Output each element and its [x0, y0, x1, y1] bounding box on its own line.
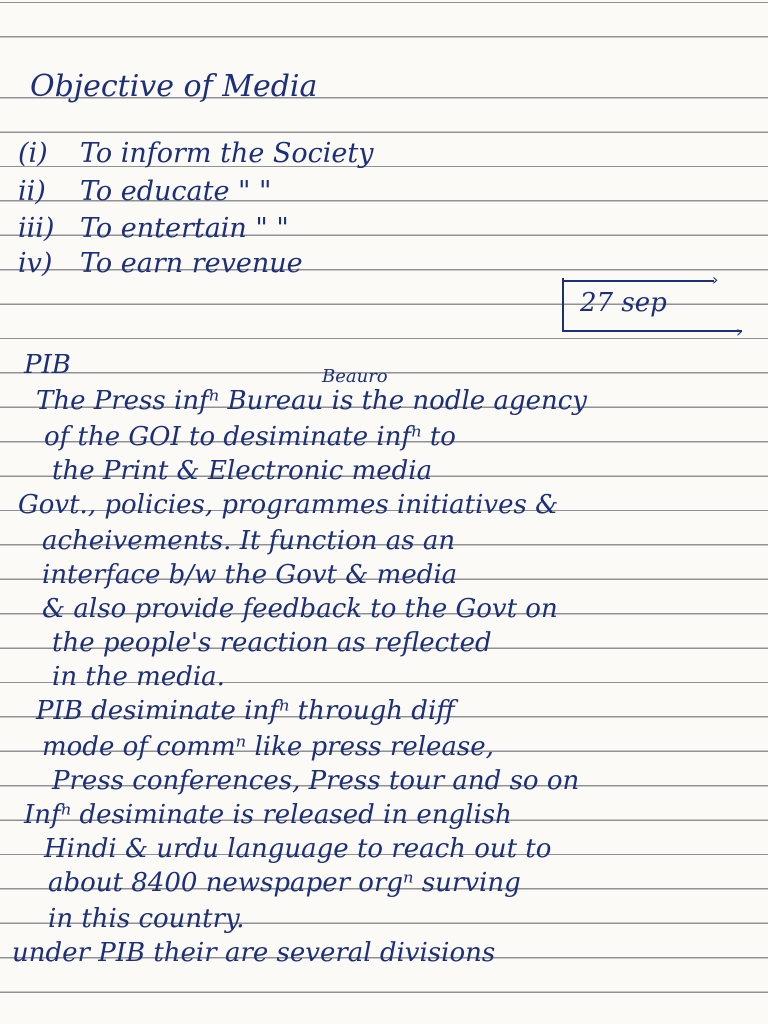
- paragraph-line: in this country.: [48, 904, 245, 934]
- paragraph-line: under PIB their are several divisions: [12, 938, 496, 968]
- paragraph-line: PIB desiminate infⁿ through diff: [36, 696, 455, 726]
- arrow-right-icon: ›: [736, 322, 743, 341]
- objective-text: To entertain " ": [80, 213, 289, 244]
- objective-item: [18, 250, 303, 277]
- paragraph-line: Govt., policies, programmes initiatives &: [18, 490, 559, 520]
- objective-number: iv): [18, 248, 53, 279]
- bureau-note: Beauro: [322, 366, 388, 387]
- date-label: 27 sep: [580, 288, 667, 318]
- objective-text: To educate " ": [80, 176, 272, 207]
- objective-number: ii): [18, 176, 46, 207]
- objective-item: [18, 178, 271, 205]
- objective-number: (i): [18, 138, 48, 169]
- paragraph-line: of the GOI to desiminate infⁿ to: [44, 422, 456, 452]
- paragraph-line: about 8400 newspaper orgⁿ surving: [48, 868, 521, 898]
- paragraph-line: in the media.: [52, 662, 225, 692]
- date-box-bottom-line: [564, 330, 742, 332]
- date-box-top-line: [564, 280, 714, 282]
- paragraph-line: The Press infⁿ Bureau is the nodle agency: [36, 386, 587, 416]
- paragraph-line: & also provide feedback to the Govt on: [42, 594, 558, 624]
- paragraph-line: mode of commⁿ like press release,: [42, 732, 494, 762]
- paragraph-line: Press conferences, Press tour and so on: [52, 766, 580, 796]
- objective-number: iii): [18, 213, 55, 244]
- paragraph-line: the Print & Electronic media: [52, 456, 433, 486]
- arrow-right-icon: ›: [712, 270, 719, 289]
- paragraph-line: Hindi & urdu language to reach out to: [44, 834, 552, 864]
- paragraph-line: the people's reaction as reflected: [52, 628, 492, 658]
- objective-item: [18, 215, 289, 242]
- page-heading: Objective of Media: [30, 69, 318, 104]
- objective-text: To earn revenue: [80, 248, 303, 279]
- objective-item: [18, 140, 374, 167]
- paragraph-line: acheivements. It function as an: [42, 526, 456, 556]
- objective-text: To inform the Society: [80, 138, 374, 169]
- paragraph-line: Infⁿ desiminate is released in english: [24, 800, 512, 830]
- paragraph-line: interface b/w the Govt & media: [42, 560, 458, 590]
- section-title: PIB: [24, 350, 71, 380]
